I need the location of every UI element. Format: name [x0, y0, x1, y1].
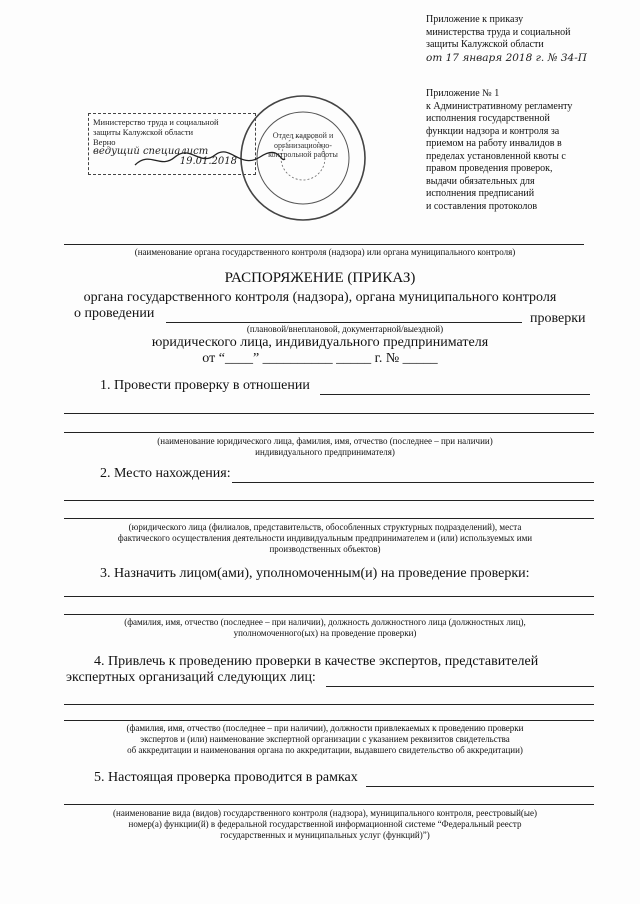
- appendix1-line: функции надзора и контроля за: [426, 125, 560, 137]
- section2-caption: фактического осуществления деятельности индивидуальным предпринимателем и (или) используемых ими: [117, 533, 533, 543]
- authority-caption: (наименование органа государственного контроля (надзора) или органа муниципального контроля): [134, 247, 516, 257]
- appendix1-line: пределах установленной квоты с: [426, 150, 566, 162]
- seal-text: Отдел кадровой и организационно-контрольной работы: [268, 131, 338, 159]
- conduct-prefix: о проведении: [74, 306, 155, 321]
- section2-field[interactable]: [64, 518, 594, 519]
- section4-field[interactable]: [326, 686, 594, 687]
- section3-field[interactable]: [64, 596, 594, 597]
- appendix-order-date: от 17 января 2018 г. № 34-П: [426, 51, 587, 64]
- section4-label: 4. Привлечь к проведению проверки в качестве экспертов, представителей: [94, 654, 539, 669]
- entity-line: юридического лица, индивидуального предпринимателя: [151, 335, 489, 350]
- section2-field[interactable]: [232, 482, 594, 483]
- section2-caption: производственных объектов): [269, 544, 381, 554]
- section4-field[interactable]: [64, 720, 594, 721]
- type-caption: (плановой/внеплановой, документарной/выездной): [246, 324, 444, 334]
- section4-label: экспертных организаций следующих лиц:: [66, 670, 316, 685]
- authority-line[interactable]: [64, 244, 584, 245]
- appendix1-line: Приложение № 1: [426, 88, 500, 99]
- document-title: РАСПОРЯЖЕНИЕ (ПРИКАЗ): [224, 270, 416, 286]
- section3-field[interactable]: [64, 614, 594, 615]
- section3-label: 3. Назначить лицом(ами), уполномоченным(и) на проведение проверки:: [100, 566, 530, 581]
- section4-field[interactable]: [64, 704, 594, 705]
- section1-caption: индивидуального предпринимателя): [255, 447, 395, 457]
- section2-label: 2. Место нахождения:: [100, 466, 231, 481]
- date-number-line: от “____” __________ _____ г. № _____: [202, 351, 438, 366]
- section3-caption: уполномоченного(ых) на проведение проверки): [233, 628, 417, 638]
- section2-field[interactable]: [64, 500, 594, 501]
- check-type-field[interactable]: [166, 322, 522, 323]
- stamp-line: Верно: [93, 137, 116, 147]
- section2-caption: (юридического лица (филиалов, представительств, обособленных структурных подразделений), места: [128, 522, 522, 532]
- section1-label: 1. Провести проверку в отношении: [100, 378, 310, 393]
- appendix-order-line: защиты Калужской области: [426, 39, 544, 50]
- section1-caption: (наименование юридического лица, фамилия, имя, отчество (последнее – при наличии): [157, 436, 493, 446]
- section5-field[interactable]: [366, 786, 594, 787]
- appendix-order-line: министерства труда и социальной: [426, 26, 571, 38]
- section1-field[interactable]: [320, 394, 590, 395]
- section4-caption: об аккредитации и наименования органа по аккредитации, выдавшего свидетельство об аккредитации): [127, 745, 523, 755]
- stamp-line: защиты Калужской области: [93, 127, 194, 137]
- appendix1-line: правом проведения проверок,: [426, 163, 553, 174]
- section4-caption: экспертов и (или) наименование экспертной организации с указанием реквизитов свидетельства: [140, 734, 510, 744]
- appendix1-line: приемом на работу инвалидов в: [426, 138, 562, 149]
- appendix-order-block: [426, 14, 626, 64]
- stamp-line: ведущий специалист: [93, 146, 209, 157]
- conduct-suffix: проверки: [530, 311, 586, 326]
- appendix1-line: исполнения государственной: [426, 113, 550, 124]
- section5-caption: номер(а) функции(й) в федеральной государственной информационной системе “Федеральный реестр: [128, 819, 522, 829]
- section5-field[interactable]: [64, 804, 594, 805]
- appendix1-line: выдачи обязательных для: [426, 175, 535, 187]
- section5-caption: государственных и муниципальных услуг (функций)”): [220, 830, 430, 840]
- appendix1-line: к Административному регламенту: [426, 100, 573, 112]
- signature-icon: [130, 145, 290, 175]
- document-subtitle: органа государственного контроля (надзора), органа муниципального контроля: [83, 290, 557, 305]
- section4-caption: (фамилия, имя, отчество (последнее – при наличии), должности привлекаемых к проведению проверки: [126, 723, 524, 733]
- section3-caption: (фамилия, имя, отчество (последнее – при наличии), должность должностного лица (должностных лиц),: [124, 617, 526, 627]
- stamp-line: Министерство труда и социальной: [93, 117, 219, 127]
- section5-label: 5. Настоящая проверка проводится в рамках: [94, 770, 358, 785]
- section1-field[interactable]: [64, 432, 594, 433]
- section5-caption: (наименование вида (видов) государственного контроля (надзора), муниципального контроля, реестровый(ые): [113, 808, 537, 818]
- appendix1-line: и составления протоколов: [426, 200, 538, 212]
- stamp-date: 19.01.2018: [179, 156, 237, 167]
- appendix1-block: [426, 88, 626, 213]
- section1-field[interactable]: [64, 413, 594, 414]
- appendix-order-line: Приложение к приказу: [426, 14, 524, 25]
- appendix1-line: исполнения предписаний: [426, 188, 535, 199]
